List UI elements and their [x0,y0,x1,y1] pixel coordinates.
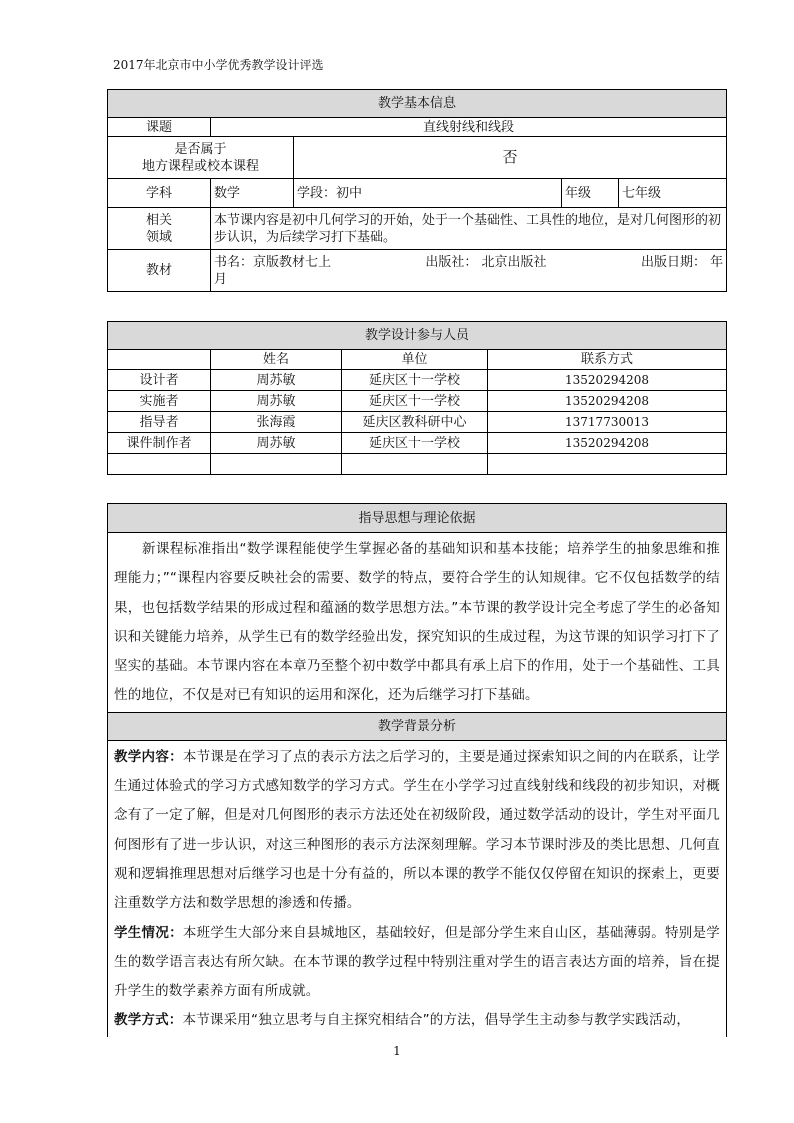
background-content [108,740,727,1036]
subject-value: 数学 [211,179,294,208]
phone-cell: 13520294208 [488,370,727,391]
name-cell: 张海霞 [211,412,342,433]
topic-value: 直线射线和线段 [211,118,727,137]
students-text: 本班学生大部分来自县城地区，基础较好，但是部分学生来自山区，基础薄弱。特别是学生的数学语言表达有所欠缺。在本节课的教学过程中特别注重对学生的语言表达方面的培养，旨在提升学生的数学素养方面有所成就。 [114,924,720,1000]
analysis-table [107,503,727,1037]
role-cell: 指导者 [108,412,211,433]
content-text: 本节课是在学习了点的表示方法之后学习的，主要是通过探索知识之间的内在联系，让学生通过体验式的学习方式感知数学的学习方式。学生在小学学习过直线射线和线段的初步知识，对概念有了一定了解，但是对几何图形的表示方法还处在初级阶段，通过数学活动的设计，学生对平面几何图形有了进一步认识，对这三种图形的表示方法深刻理解。学习本节课时涉及的类比思想、几何直观和逻辑推理思想对后继学习也是十分有益的，所以本课的教学不能仅仅停留在知识的探索上，更要注重数学方法和数学思想的渗透和传播。 [114,748,720,912]
phone-cell: 13520294208 [488,433,727,454]
basic-info-table [107,89,727,292]
students-paragraph [114,919,720,1007]
content-paragraph [114,743,720,919]
section-title-participants: 教学设计参与人员 [108,322,727,350]
name-cell: 周苏敏 [211,370,342,391]
stage-label: 学段：初中 [294,179,562,208]
table-row [108,433,727,454]
grade-value: 七年级 [619,179,727,208]
name-cell: 周苏敏 [211,391,342,412]
section-title-theory: 指导思想与理论依据 [108,504,727,533]
textbook-name: 书名：京版教材七上 [214,254,332,270]
field-label [108,208,211,250]
document-header: 2017年北京市中小学优秀教学设计评选 [113,58,324,72]
section-title-background: 教学背景分析 [108,712,727,740]
empty-cell [342,454,488,475]
students-label: 学生情况： [114,924,183,941]
empty-cell [488,454,727,475]
column-header-contact: 联系方式 [488,350,727,370]
local-label-line1: 是否属于 [174,141,227,157]
method-label: 教学方式： [114,1012,183,1029]
topic-label: 课题 [108,118,211,137]
phone-cell: 13717730013 [488,412,727,433]
page-number: 1 [393,1044,401,1058]
table-row [108,391,727,412]
textbook-publisher: 出版社： 北京出版社 [425,254,547,270]
field-value: 本节课内容是初中几何学习的开始，处于一个基础性、工具性的地位，是对几何图形的初步认识，为后续学习打下基础。 [211,208,727,250]
table-row-empty [108,454,727,475]
table-row [108,370,727,391]
field-label-line1: 相关 [145,212,172,228]
empty-cell [211,454,342,475]
unit-cell: 延庆区十一学校 [342,391,488,412]
header-empty [108,350,211,370]
field-label-line2: 领域 [145,229,172,245]
textbook-label: 教材 [108,250,211,292]
column-header-unit: 单位 [342,350,488,370]
phone-cell: 13520294208 [488,391,727,412]
textbook-info [211,250,727,292]
unit-cell: 延庆区十一学校 [342,433,488,454]
unit-cell: 延庆区十一学校 [342,370,488,391]
local-label-line2: 地方课程或校本课程 [141,158,259,174]
method-text: 本节课采用“独立思考与自主探究相结合”的方法，倡导学生主动参与教学实践活动， [182,1012,691,1029]
role-cell: 设计者 [108,370,211,391]
textbook-date-cont: 月 [214,271,228,287]
local-course-label [108,137,294,179]
table-row [108,412,727,433]
method-paragraph [114,1006,720,1035]
textbook-date: 出版日期： 年 [640,254,724,270]
column-header-name: 姓名 [211,350,342,370]
section-title-basic: 教学基本信息 [108,90,727,118]
participants-table [107,321,727,475]
grade-label: 年级 [562,179,619,208]
local-course-value: 否 [294,137,727,179]
role-cell: 课件制作者 [108,433,211,454]
empty-cell [108,454,211,475]
subject-label: 学科 [108,179,211,208]
role-cell: 实施者 [108,391,211,412]
name-cell: 周苏敏 [211,433,342,454]
unit-cell: 延庆区教科研中心 [342,412,488,433]
content-label: 教学内容： [114,748,183,765]
theory-paragraph: 新课程标准指出“数学课程能使学生掌握必备的基础知识和基本技能；培养学生的抽象思维和推理能力；”“课程内容要反映社会的需要、数学的特点，要符合学生的认知规律。它不仅包括数学的结果，也包括数学结果的形成过程和蕴涵的数学思想方法。”本节课的教学设计完全考虑了学生的必备知识和关键能力培养，从学生已有的数学经验出发，探究知识的生成过程，为这节课的知识学习打下了坚实的基础。本节课内容在本章乃至整个初中数学中都具有承上启下的作用，处于一个基础性、工具性的地位，不仅是对已有知识的运用和深化，还为后继学习打下基础。 [108,533,727,713]
